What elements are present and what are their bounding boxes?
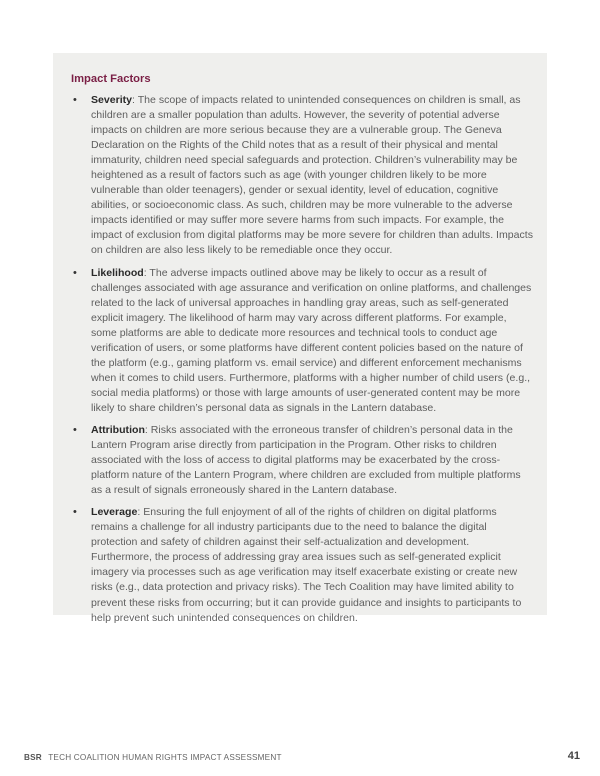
bullet-icon: • <box>73 423 77 436</box>
item-text: : Risks associated with the erroneous transfer of children’s personal data in the Lantern Program arise directly from participation in the Program. Other risks to children associated with the loss of access to digital platforms may be exacerbated by the cross-platform nature of the Lantern Program, where children are excluded from multiple platforms as a result of signals erroneously shared in the Lantern database. <box>91 423 521 497</box>
item-term: Severity <box>91 94 133 106</box>
list-item-likelihood <box>71 266 533 416</box>
item-text: : Ensuring the full enjoyment of all of the rights of children on digital platforms remains a challenge for all industry participants due to the need to balance the digital protection and safety of children against their self-actualization and development. Furthermore, the process of addressing gray area issues such as self-generated explicit imagery via processes such as age verification may itself exacerbate existing or create new risks (e.g., data protection and privacy risks). The Tech Coalition may have limited ability to prevent these risks from occurring; but it can provide guidance and insights to participants to help prevent such unintended consequences on children. <box>91 506 522 624</box>
list-item-attribution <box>71 423 533 498</box>
item-text: : The adverse impacts outlined above may be likely to occur as a result of challenges associated with age assurance and verification on online platforms, and challenges related to the lack of universal approaches in handling gray areas, such as self-generated explicit imagery. The likelihood of harm may vary across different platforms. For example, some platforms are able to dedicate more resources and technical tools to conduct age verification of users, or some platforms have different content policies based on the nature of the platform (e.g., gaming platform vs. email service) and different enforcement mechanisms when it comes to child users. Furthermore, platforms with a higher number of child users (e.g., social media platforms) or those with large amounts of user-generated content may be more likely to share children’s personal data as signals in the Lantern database. <box>91 266 532 414</box>
list-item-severity <box>71 93 533 259</box>
impact-factors-list <box>71 93 533 633</box>
bullet-icon: • <box>73 506 77 519</box>
bullet-icon: • <box>73 94 77 106</box>
footer-brand: BSR <box>24 753 42 762</box>
page-number: 41 <box>567 750 580 762</box>
impact-factors-panel <box>53 53 547 624</box>
footer-title: TECH COALITION HUMAN RIGHTS IMPACT ASSESSMENT <box>48 753 282 762</box>
item-term: Leverage <box>91 506 138 519</box>
item-term: Attribution <box>91 423 145 436</box>
section-heading: Impact Factors <box>71 73 151 85</box>
page-footer <box>24 753 580 762</box>
item-text: : The scope of impacts related to unintended consequences on children is small, as children are a smaller population than adults. However, the severity of potential adverse impacts on children are more serious because they are a vulnerable group. The Geneva Declaration on the Rights of the Child notes that as a result of their physical and mental immaturity, children need special safeguards and protection. Children’s vulnerability may be heightened as a result of factors such as age (with younger children likely to be more vulnerable than older teenagers), gender or sexual identity, level of education, cognitive abilities, or socioeconomic class. As such, children may be more vulnerable to the adverse impacts identified or may suffer more severe harms from such impacts. For example, the impact of exclusion from digital platforms may be more severe for children than adults. Impacts on children are also less likely to be remediable once they occur. <box>91 94 533 257</box>
list-item-leverage <box>71 505 533 625</box>
bullet-icon: • <box>73 266 77 279</box>
item-term: Likelihood <box>91 266 144 279</box>
